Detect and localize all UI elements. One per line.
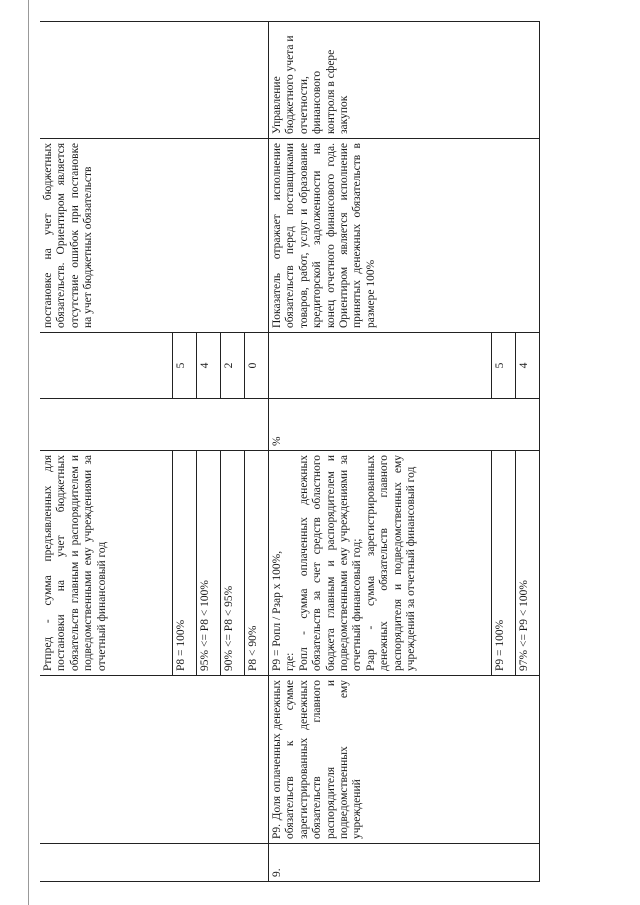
indicator-name-cell: Р9. Доля оплаченных денежных обязательств к сумме зарегистрированных денежных обязательств главного распорядителя и подведомственных ему учреждений [269,676,540,844]
formula-where: где: [284,652,297,671]
department-cell [40,22,269,139]
grade-score: 0 [245,333,269,399]
rotated-table-stage [40,22,600,882]
grade-condition: Р8 = 100% [173,451,197,676]
grade-condition: 90% <= Р8 < 95% [221,451,245,676]
score-cell [40,333,173,399]
grade-score: 4 [516,333,540,399]
row-number-cell [40,844,269,882]
table-row [269,22,492,882]
unit-cell: % [269,399,540,451]
formula-cell [269,451,492,676]
unit-cell [40,399,269,451]
scan-edge-line [28,0,29,905]
score-cell [269,333,492,399]
formula-registered: Рзар - сумма зарегистрированных денежных обязательств главного распорядителя и подведомственных ему учреждений за отчетный финансовый год [364,455,418,671]
grade-score: 4 [197,333,221,399]
grade-score: 5 [173,333,197,399]
formula-head: Р9 = Ропл / Рзар x 100%, [271,550,283,671]
department-cell: Управление бюджетного учета и отчетности, финансового контроля в сфере закупок [269,22,540,139]
indicator-name-cell [40,676,269,844]
table-row [40,22,173,882]
grade-condition: 97% <= Р9 < 100% [516,451,540,676]
grade-condition: Р9 = 100% [492,451,516,676]
formula-paid: Ропл - сумма оплаченных денежных обязательств за счет средств областного бюджета главным и распорядителем и подведомственными ему учреждениями за отчетный финансовый год; [297,455,364,671]
indicator-table [40,21,540,882]
description-cell: Показатель отражает исполнение обязательств перед поставщиками товаров, работ, услуг и образование кредиторской задолженности на конец отчетного финансового года. Ориентиром является исполнение принятых денежных обязательств в размере 100% [269,139,540,333]
grade-condition: Р8 < 90% [245,451,269,676]
grade-condition: 95% <= Р8 < 100% [197,451,221,676]
row-number-cell: 9. [269,844,540,882]
grade-score: 2 [221,333,245,399]
description-cell: постановке на учет бюджетных обязательств. Ориентиром является отсутствие ошибок при постановке на учет бюджетных обязательств [40,139,269,333]
formula-cell: Ртпред - сумма предъявленных для постановки на учет бюджетных обязательств главным и распорядителем и подведомственными ему учреждениями за отчетный финансовый год [40,451,173,676]
grade-score: 5 [492,333,516,399]
